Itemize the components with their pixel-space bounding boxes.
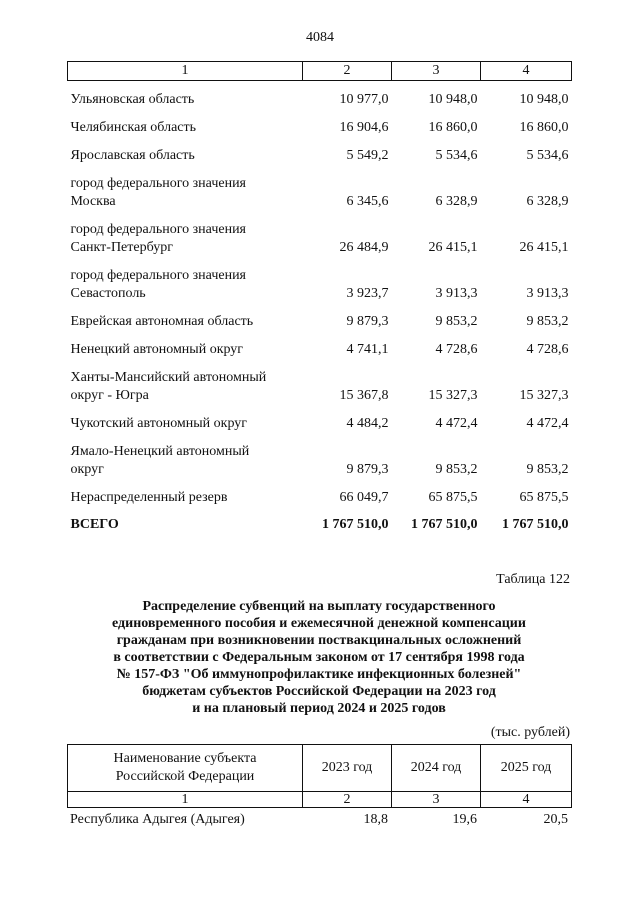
region-name: Челябинская область xyxy=(70,120,196,135)
value-2023: 15 367,8 xyxy=(339,388,389,403)
value-2023: 9 879,3 xyxy=(346,314,389,329)
region-name xyxy=(68,433,303,479)
table-row xyxy=(67,812,571,828)
column-number: 4 xyxy=(481,792,572,808)
value-2025: 26 415,1 xyxy=(519,240,569,255)
total-label: ВСЕГО xyxy=(70,517,119,532)
page-number: 4084 xyxy=(306,30,334,45)
subventions-table-header xyxy=(67,744,572,808)
value-2023: 5 549,2 xyxy=(346,148,389,163)
region-name xyxy=(68,257,303,303)
column-number: 4 xyxy=(481,62,572,81)
value-2024: 4 472,4 xyxy=(435,416,478,431)
value-2023: 3 923,7 xyxy=(346,286,389,301)
table-row xyxy=(68,331,572,359)
region-name-line: Ямало-Ненецкий автономный xyxy=(70,444,250,459)
value-2023: 6 345,6 xyxy=(346,194,389,209)
region-name-line: округ xyxy=(70,462,104,477)
value-2024: 9 853,2 xyxy=(435,314,478,329)
table-row xyxy=(68,137,572,165)
value-2024: 16 860,0 xyxy=(428,120,478,135)
value-2024: 15 327,3 xyxy=(428,388,478,403)
region-name: Республика Адыгея (Адыгея) xyxy=(70,812,245,827)
value-2024: 6 328,9 xyxy=(435,194,478,209)
year-2023-header: 2023 год xyxy=(303,745,392,792)
value-2025: 20,5 xyxy=(543,812,568,827)
region-name-line: Санкт-Петербург xyxy=(70,240,173,255)
table-row xyxy=(68,109,572,137)
value-2024: 65 875,5 xyxy=(428,490,478,505)
column-number: 3 xyxy=(392,62,481,81)
region-name: Ненецкий автономный округ xyxy=(70,342,244,357)
table-row xyxy=(68,479,572,507)
region-name: Ульяновская область xyxy=(70,92,195,107)
value-2024: 3 913,3 xyxy=(435,286,478,301)
value-2024: 4 728,6 xyxy=(435,342,478,357)
value-2025: 3 913,3 xyxy=(526,286,569,301)
value-2023: 18,8 xyxy=(363,812,388,827)
value-2025: 16 860,0 xyxy=(519,120,569,135)
region-name: Чукотский автономный округ xyxy=(70,416,248,431)
column-number-row xyxy=(68,62,572,81)
table-row xyxy=(68,433,572,479)
table-row xyxy=(68,405,572,433)
table-row xyxy=(68,211,572,257)
region-name: Нераспределенный резерв xyxy=(70,490,228,505)
subject-column-header xyxy=(68,745,303,792)
header-line: Наименование субъекта xyxy=(113,751,257,766)
column-number: 2 xyxy=(303,62,392,81)
regions-table xyxy=(67,61,572,543)
table-row xyxy=(68,257,572,303)
value-2023: 16 904,6 xyxy=(339,120,389,135)
region-name-line: Ханты-Мансийский автономный xyxy=(70,370,267,385)
value-2025: 4 472,4 xyxy=(526,416,569,431)
year-2024-header: 2024 год xyxy=(392,745,481,792)
region-name xyxy=(68,165,303,211)
region-name xyxy=(68,211,303,257)
column-number-row xyxy=(68,792,572,808)
region-name-line: Севастополь xyxy=(70,286,146,301)
value-2025: 10 948,0 xyxy=(519,92,569,107)
title-line: и на плановый период 2024 и 2025 годов xyxy=(192,701,446,716)
value-2025: 6 328,9 xyxy=(526,194,569,209)
header-line: Российской Федерации xyxy=(115,769,255,784)
region-name: Ярославская область xyxy=(70,148,195,163)
value-2024: 5 534,6 xyxy=(435,148,478,163)
column-number: 3 xyxy=(392,792,481,808)
total-2024: 1 767 510,0 xyxy=(411,517,478,532)
title-line: в соответствии с Федеральным законом от 17 сентября 1998 года xyxy=(113,650,525,665)
region-name-line: Москва xyxy=(70,194,116,209)
column-number: 1 xyxy=(68,792,303,808)
title-line: гражданам при возникновении поствакцинальных осложнений xyxy=(116,633,522,648)
total-2023: 1 767 510,0 xyxy=(322,517,389,532)
region-name-line: город федерального значения xyxy=(70,176,246,191)
table-row xyxy=(68,303,572,331)
value-2025: 5 534,6 xyxy=(526,148,569,163)
value-2023: 4 741,1 xyxy=(346,342,389,357)
value-2025: 4 728,6 xyxy=(526,342,569,357)
table-row xyxy=(68,359,572,405)
table-number-label: Таблица 122 xyxy=(496,572,570,587)
region-name-line: город федерального значения xyxy=(70,222,246,237)
table-row xyxy=(68,81,572,110)
value-2024: 9 853,2 xyxy=(435,462,478,477)
total-2025: 1 767 510,0 xyxy=(502,517,569,532)
title-line: Распределение субвенций на выплату государственного xyxy=(142,599,496,614)
value-2025: 15 327,3 xyxy=(519,388,569,403)
value-2023: 4 484,2 xyxy=(346,416,389,431)
region-name-line: город федерального значения xyxy=(70,268,246,283)
units-label: (тыс. рублей) xyxy=(490,725,570,740)
region-name-line: округ - Югра xyxy=(70,388,149,403)
column-number: 2 xyxy=(303,792,392,808)
value-2023: 26 484,9 xyxy=(339,240,389,255)
region-name xyxy=(68,359,303,405)
region-name: Еврейская автономная область xyxy=(70,314,254,329)
value-2024: 10 948,0 xyxy=(428,92,478,107)
header-row xyxy=(68,745,572,792)
value-2023: 66 049,7 xyxy=(339,490,389,505)
year-2025-header: 2025 год xyxy=(481,745,572,792)
total-row xyxy=(68,507,572,543)
title-line: № 157-ФЗ "Об иммунопрофилактике инфекционных болезней" xyxy=(116,667,522,682)
value-2023: 10 977,0 xyxy=(339,92,389,107)
table-row xyxy=(68,165,572,211)
title-line: единовременного пособия и ежемесячной денежной компенсации xyxy=(112,616,526,631)
value-2025: 9 853,2 xyxy=(526,462,569,477)
value-2024: 19,6 xyxy=(452,812,477,827)
title-line: бюджетам субъектов Российской Федерации на 2023 год xyxy=(142,684,496,699)
value-2025: 9 853,2 xyxy=(526,314,569,329)
table-title xyxy=(67,598,571,717)
value-2024: 26 415,1 xyxy=(428,240,478,255)
value-2023: 9 879,3 xyxy=(346,462,389,477)
value-2025: 65 875,5 xyxy=(519,490,569,505)
column-number: 1 xyxy=(68,62,303,81)
